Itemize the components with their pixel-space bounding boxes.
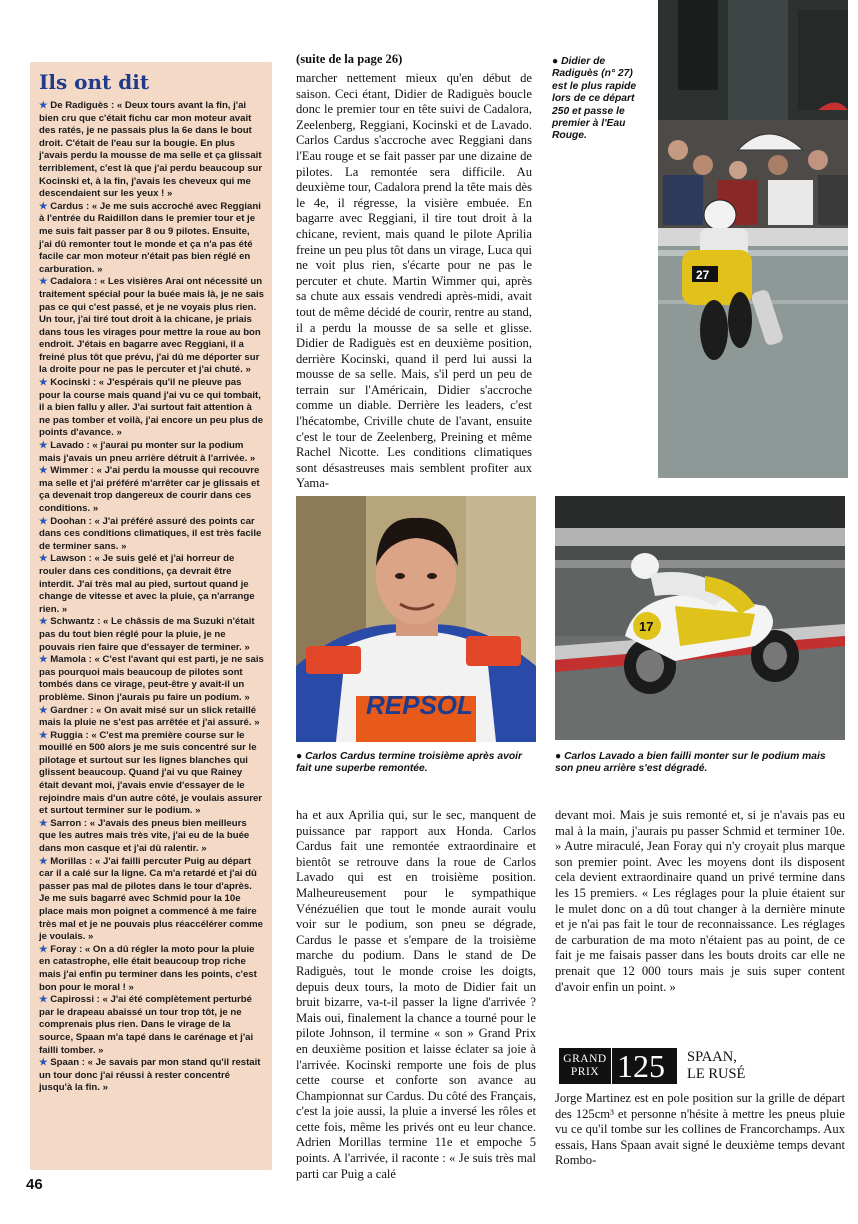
article-text-top: marcher nettement mieux qu'en début de saison. Ceci étant, Didier de Radiguès boucle donc le premier tour en tête suivi de Cadalora, Zeelenberg, Reggiani, Kocinski et de Lavado. Carlos Cardus s'accroche avec Reggiani dans l'Eau rouge et se fait passer par une dizaine de pilotes. La remontée sera difficile. Au deuxième tour, Cadalora prend la tête mais dès le 4e, il régresse, la visière embuée. En bagarre avec Reggiani, il tire tout droit à la chicane, revient, mais quand le pilote Aprilia freine un peu plus tôt dans un virage, Luca qui ne voit plus rien, s'écarte pour ne pas le percuter et chute. Martin Wimmer qui, après sa chute aux essais vendredi après-midi, avait tout de même décidé de courir, rentre au stand, il a perdu la mousse de sa selle et glisse. Didier de Radiguès est en deuxième position, derrière Kocinski, quand il perd lui aussi la mousse de sa selle. Mais, s'il perd un peu de terrain sur l'Américain, Didier s'accroche comme un diable. Derrière les leaders, c'est l'hécatombe, Criville chute de l'avant, ensuite c'est le tour de Zeelenberg, Preining et même Rachel Nicotte. Les conditions climatiques sont désastreuses mais semblent profiter aux Yama- — [296, 71, 532, 491]
article-text-gp125: Jorge Martinez est en pole position sur la grille de départ des 125cm³ et personne n'hésite à mettre les pneus pluie vu ce qu'il tombe sur les collines de Francorchamps. Aux essais, Hans Spaan avait signé le deuxième temps devant Rombo- — [555, 1091, 845, 1168]
article-column-bottom-right — [555, 808, 845, 995]
photo-carlos-cardus — [296, 496, 536, 742]
article-column-top — [296, 71, 532, 492]
sidebar-quote: ★ Lavado : « j'aurai pu monter sur la podium mais j'avais un pneu arrière détruit à l'arrivée. » — [39, 440, 256, 464]
sidebar-quote: ★ Wimmer : « J'ai perdu la mousse qui recouvre ma selle et j'ai préféré m'arrêter car je glissais et ça devenait trop dangereux de courir dans ces conditions. » — [39, 465, 260, 514]
sidebar-quote: ★ Spaan : « Je savais par mon stand qu'il restait un tour donc j'ai réussi à rester concentré jusqu'à la fin. » — [39, 1057, 261, 1094]
svg-text:27: 27 — [696, 268, 710, 282]
sidebar-quote: ★ Schwantz : « Le châssis de ma Suzuki n'était pas du tout bien réglé pour la pluie, je ne pouvais rien faire que d'essayer de terminer. » — [39, 616, 255, 653]
photo-de-radigues-race — [658, 0, 848, 478]
star-icon: ★ — [39, 465, 51, 477]
star-icon: ★ — [39, 616, 51, 628]
star-icon: ★ — [39, 704, 51, 716]
caption-top-right: ● Didier de Radiguès (n° 27) est le plus rapide lors de ce départ 250 et passe le premier à l'Eau Rouge. — [552, 56, 637, 142]
star-icon: ★ — [39, 855, 51, 867]
photo-carlos-lavado — [555, 496, 845, 740]
star-icon: ★ — [39, 817, 51, 829]
article-column-gp125 — [555, 1091, 845, 1169]
star-icon: ★ — [39, 200, 51, 212]
grand-prix-section-title: SPAAN, LE RUSÉ — [687, 1049, 746, 1082]
star-icon: ★ — [39, 276, 51, 288]
sidebar-quote: ★ Kocinski : « J'espérais qu'il ne pleuve pas pour la course mais quand j'ai vu ce qui tombait, il a bien fallu y aller. J'ai surtout fait attention à ne pas tomber et voilà, j'ai encore un peu plus de points d'avance. » — [39, 377, 264, 439]
star-icon: ★ — [39, 377, 51, 389]
sidebar-quote: ★ Morillas : « J'ai failli percuter Puig au départ car il a calé sur la ligne. Ca m'a retardé et j'ai dû passer pas mal de pilotes dans le tour d'après. Je me suis bagarré avec Schmid pour la 10e place mais mon poignet a commencé à me faire très mal et je ne pouvais plus réaccélérer comme je voulais. » — [39, 855, 263, 943]
star-icon: ★ — [39, 654, 51, 666]
quote-list — [39, 100, 264, 1095]
star-icon: ★ — [39, 515, 51, 527]
sidebar-quote: ★ Doohan : « J'ai préféré assuré des points car dans ces conditions climatiques, il est très facile de terminer sans. » — [39, 515, 262, 552]
repsol-suit-label: REPSOL — [366, 690, 473, 720]
star-icon: ★ — [39, 943, 51, 955]
continued-from-label: (suite de la page 26) — [296, 52, 403, 66]
sidebar-ils-ont-dit — [30, 62, 272, 1170]
sidebar-quote: ★ Sarron : « J'avais des pneus bien meilleurs que les autres mais très vite, j'ai eu de la buée dans mon casque et j'ai dû ralentir. » — [39, 817, 250, 855]
sidebar-quote: ★ De Radiguès : « Deux tours avant la fin, j'ai bien cru que c'était fichu car mon moteur avait des ratés, je ne passais plus la 6e dans le bout droit. C'était de l'eau sur la bougie. En plus j'avais perdu la mousse de ma selle et ça glissait terriblement, c'est là que j'ai perdu beaucoup sur Kocinski et, à la fin, j'avais les cheveux qui me descendaient sur les yeux ! » — [39, 100, 263, 200]
star-icon: ★ — [39, 1057, 51, 1069]
sidebar-quote: ★ Lawson : « Je suis gelé et j'ai horreur de rouler dans ces conditions, ça devrait être interdit. J'ai très mal au pied, surtout quand je change de vitesse et avec la pluie, ça n'arrange rien. » — [39, 553, 255, 615]
caption-bullet: ● — [552, 56, 562, 67]
star-icon: ★ — [39, 553, 51, 565]
caption-bullet: ● — [555, 751, 565, 762]
caption-lavado: ● Carlos Lavado a bien failli monter sur le podium mais son pneu arrière s'est dégradé. — [555, 751, 826, 775]
sidebar-quote: ★ Mamola : « C'est l'avant qui est parti, je ne sais pas pourquoi mais beaucoup de pilotes sont tombés dans ce virage, peut-être y avait-il un problème. Sinon j'aurais pu faire un podium. » — [39, 654, 264, 703]
star-icon: ★ — [39, 440, 51, 452]
article-column-bottom-left — [296, 808, 536, 1182]
grand-prix-class-box — [559, 1048, 677, 1084]
article-text-bottom-left: ha et aux Aprilia qui, sur le sec, manquent de puissance par rapport aux Honda. Carlos Cardus fait une remontée extraordinaire et bientôt se retrouve dans la roue de Carlos Lavado qui est en troisième position. Malheureusement pour le sympathique Vénézuélien que tout le monde aurait voulu voir sur le podium, son pneu se dégrade, Cardus le passe et s'empare de la troisième marche du podium. Dans le stand de De Radiguès, tout le monde croise les doigts, depuis deux tours, la moto de Didier fait un bruit bizarre, va-t-il passer la ligne d'arrivée ? Mais oui, finalement la chance a tourné pour le pilote Johnson, il termine « son » Grand Prix en deuxième position et laisse éclater sa joie à l'arrivée. Kocinski remporte une fois de plus cette course et conforte son avance au Championnat sur Cardus. Du côté des Français, c'est la joie aussi, la pluie a inversé les rôles et cette fois, même les privés ont eu leur chance. Adrien Morillas termine 11e et empoche 5 points. A l'arrivée, il raconte : « Je suis très mal parti car Puig a calé — [296, 808, 536, 1181]
grand-prix-label: GRAND PRIX — [563, 1053, 607, 1078]
page-number: 46 — [26, 1176, 43, 1193]
sidebar-quote: ★ Foray : « On a dû régler la moto pour la pluie en catastrophe, elle était beaucoup trop riche mais j'ai enfin pu terminer dans les points, c'est bon pour le moral ! » — [39, 943, 257, 993]
star-icon: ★ — [39, 100, 51, 111]
star-icon: ★ — [39, 729, 51, 741]
sidebar-quote: ★ Ruggia : « C'est ma première course sur le mouillé en 500 alors je me suis concentré sur le pilotage et surtout sur les lignes blanches qui glissent beaucoup. Quand j'ai vu que Rainey était devant moi, j'avais envie d'essayer de le rejoindre mais d'un autre côté, je voulais assurer et surtout terminer sur le podium. » — [39, 729, 263, 817]
svg-text:17: 17 — [639, 619, 654, 634]
sidebar-quote: ★ Capirossi : « J'ai été complètement perturbé par le drapeau abaissé un tour trop tôt, je ne comprenais plus rien. Dans le virage de la source, Spaan m'a tapé dans le carénage et j'ai failli tomber. » — [39, 994, 254, 1056]
star-icon: ★ — [39, 994, 51, 1006]
article-text-bottom-right: devant moi. Mais je suis remonté et, si je n'avais pas eu mal à la main, j'aurais pu passer Schmid et terminer 10e. » Autre miraculé, Jean Foray qui n'y croyait plus marque son premier point. Avec les moyens dont ils disposent cela devient extraordinaire quand un privé termine dans les 15 premiers. « Les réglages pour la pluie étaient sur le mulet donc on a dû tout changer à la dernière minute et je n'ai pas fait le tour de reconnaissance. Les réglages de carburation de ma moto n'étaient pas au point, de ce fait je me faisais passer dans les bouts droits car elle ne prenait que 12 000 tours mais je suis super content d'avoir enfin un point. » — [555, 808, 845, 994]
caption-cardus: ● Carlos Cardus termine troisième après avoir fait une superbe remontée. — [296, 751, 522, 775]
sidebar-quote: ★ Gardner : « On avait misé sur un slick retaillé mais la pluie ne s'est pas arrêtée et j'ai assuré. » — [39, 704, 260, 729]
sidebar-title: Ils ont dit — [39, 70, 150, 94]
grand-prix-class-number: 125 — [611, 1048, 665, 1084]
sidebar-quote: ★ Cadalora : « Les visières Arai ont nécessité un traitement spécial pour la buée mais là, je ne sais pas ce qui c'est passé, et je ne voyais plus rien. Un tour, j'ai tiré tout droit à la chicane, je priais dans tous les virages pour mettre la roue au bon endroit. J'étais en bagarre avec Reggiani, il a freiné plus tôt que prévu, j'ai dû me déporter sur la droite pour ne pas le percuter et j'ai chuté. » — [39, 276, 265, 376]
sidebar-quote: ★ Cardus : « Je me suis accroché avec Reggiani à l'entrée du Raidillon dans le premier tour et je me suis fait passer par 8 ou 9 pilotes. Ensuite, j'ai dû remonter tout le monde et ça n'a pas été facile car mon moteur n'était pas bien réglé en carburation. » — [39, 200, 261, 275]
caption-bullet: ● — [296, 751, 306, 762]
